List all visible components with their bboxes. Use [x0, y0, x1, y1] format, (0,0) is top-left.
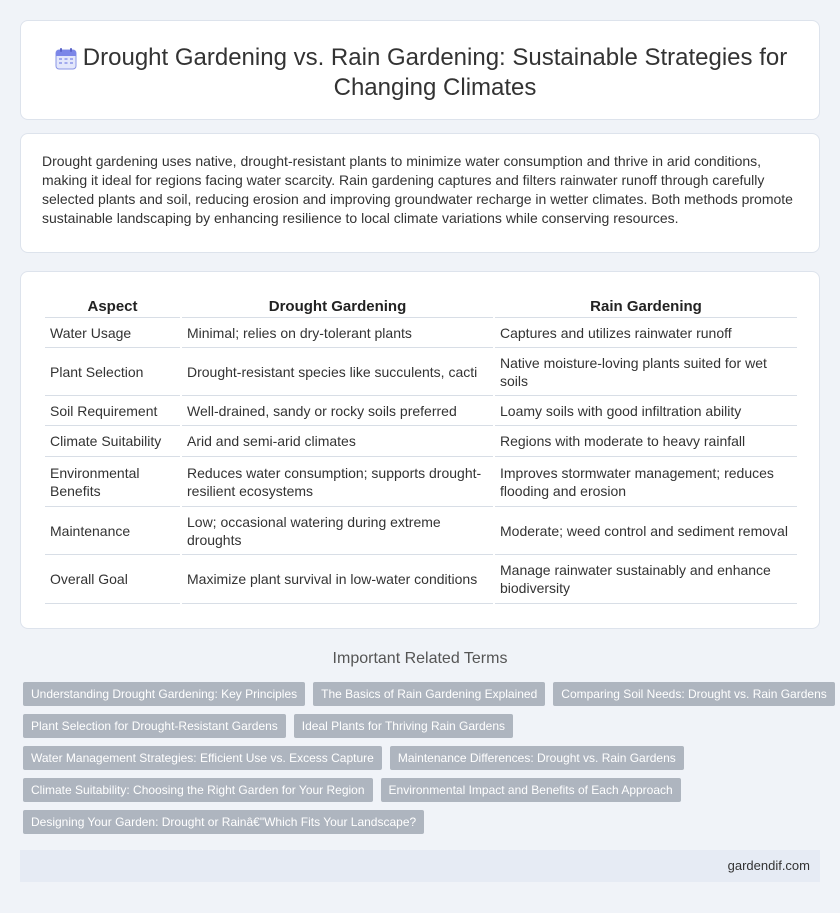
table-cell: Loamy soils with good infiltration ability — [495, 396, 797, 426]
table-row — [45, 507, 797, 555]
table-cell: Improves stormwater management; reduces flooding and erosion — [495, 457, 797, 507]
comparison-table — [43, 297, 799, 604]
related-term-link[interactable]: Water Management Strategies: Efficient Use vs. Excess Capture — [23, 746, 382, 770]
table-row — [45, 555, 797, 604]
table-row — [45, 318, 797, 348]
related-terms-heading: Important Related Terms — [332, 650, 508, 667]
table-cell: Overall Goal — [45, 555, 180, 604]
related-term-link[interactable]: The Basics of Rain Gardening Explained — [313, 682, 545, 706]
related-term-link[interactable]: Plant Selection for Drought-Resistant Gardens — [23, 714, 286, 738]
related-term-link[interactable]: Environmental Impact and Benefits of Each Approach — [381, 778, 681, 802]
related-terms-row — [23, 746, 823, 778]
table-cell: Manage rainwater sustainably and enhance biodiversity — [495, 555, 797, 604]
table-cell: Maximize plant survival in low-water conditions — [182, 555, 493, 604]
header-drought: Drought Gardening — [182, 297, 493, 318]
table-cell: Well-drained, sandy or rocky soils preferred — [182, 396, 493, 426]
table-cell: Drought-resistant species like succulents, cacti — [182, 348, 493, 396]
table-cell: Low; occasional watering during extreme droughts — [182, 507, 493, 555]
table-cell: Reduces water consumption; supports drought-resilient ecosystems — [182, 457, 493, 507]
page-title: Drought Gardening vs. Rain Gardening: Sustainable Strategies for Changing Climates — [82, 44, 788, 101]
header-rain: Rain Gardening — [495, 297, 797, 318]
table-row — [45, 426, 797, 457]
table-cell: Environmental Benefits — [45, 457, 180, 507]
table-cell: Maintenance — [45, 507, 180, 555]
related-term-link[interactable]: Maintenance Differences: Drought vs. Rain Gardens — [390, 746, 684, 770]
title-card — [20, 20, 820, 120]
site-link[interactable]: gardendif.com — [727, 858, 810, 873]
related-term-link[interactable]: Ideal Plants for Thriving Rain Gardens — [294, 714, 513, 738]
related-term-link[interactable]: Comparing Soil Needs: Drought vs. Rain Gardens — [553, 682, 834, 706]
table-cell: Soil Requirement — [45, 396, 180, 426]
related-terms-row — [23, 810, 823, 842]
related-terms — [23, 682, 827, 842]
related-terms-row — [23, 778, 823, 810]
table-cell: Regions with moderate to heavy rainfall — [495, 426, 797, 457]
intro-card — [20, 133, 820, 253]
related-term-link[interactable]: Climate Suitability: Choosing the Right Garden for Your Region — [23, 778, 373, 802]
table-cell: Water Usage — [45, 318, 180, 348]
table-cell: Plant Selection — [45, 348, 180, 396]
header-aspect: Aspect — [45, 297, 180, 318]
comparison-table-card — [20, 271, 820, 629]
table-cell: Moderate; weed control and sediment removal — [495, 507, 797, 555]
footer — [20, 850, 820, 882]
related-term-link[interactable]: Designing Your Garden: Drought or Rainâ€"Which Fits Your Landscape? — [23, 810, 424, 834]
table-cell: Native moisture-loving plants suited for wet soils — [495, 348, 797, 396]
related-terms-row — [23, 714, 823, 746]
table-cell: Minimal; relies on dry-tolerant plants — [182, 318, 493, 348]
table-cell: Captures and utilizes rainwater runoff — [495, 318, 797, 348]
table-cell: Arid and semi-arid climates — [182, 426, 493, 457]
intro-paragraph: Drought gardening uses native, drought-resistant plants to minimize water consumption and thrive in arid conditions, making it ideal for regions facing water scarcity. Rain gardening captures and filters rainwater runoff through carefully selected plants and soil, reducing erosion and improving groundwater recharge in wetter climates. Both methods promote sustainable landscaping by enhancing resilience to local climate variations while conserving resources. — [42, 153, 793, 226]
related-term-link[interactable]: Understanding Drought Gardening: Key Principles — [23, 682, 305, 706]
table-row — [45, 348, 797, 396]
table-row — [45, 457, 797, 507]
related-terms-row — [23, 682, 827, 714]
table-cell: Climate Suitability — [45, 426, 180, 457]
table-header-row — [45, 297, 797, 318]
table-row — [45, 396, 797, 426]
